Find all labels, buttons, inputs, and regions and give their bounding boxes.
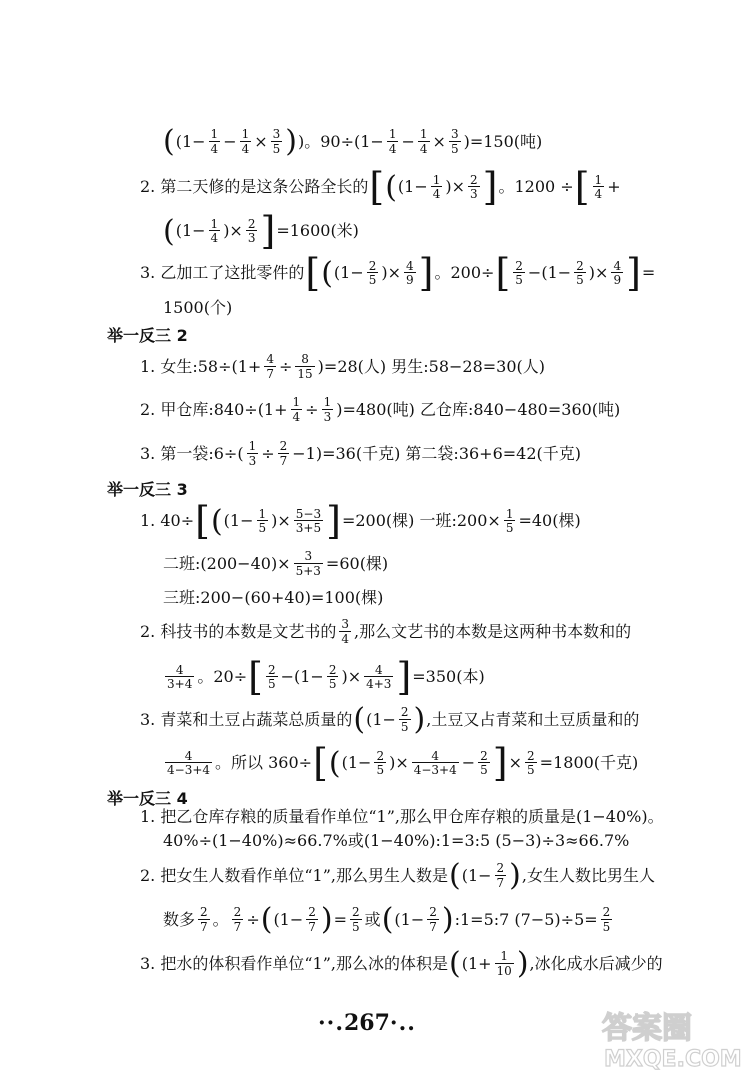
text: 3. 第一袋:6÷( xyxy=(140,443,244,463)
text: −(1− xyxy=(280,667,324,687)
bracket: ] xyxy=(260,209,276,253)
text: )=150(吨) xyxy=(463,131,543,151)
answer-line-18 xyxy=(140,858,655,894)
text: × xyxy=(254,131,268,151)
answer-line-15 xyxy=(163,741,639,785)
text: )× xyxy=(588,263,609,283)
text: 。1200 ÷ xyxy=(498,177,574,197)
text: × xyxy=(508,753,523,773)
section-heading-3: 举一反三 3 xyxy=(107,480,188,499)
text: ÷ xyxy=(261,443,275,463)
fraction: $\frac{2}{7}$ xyxy=(279,439,288,468)
paren: ( xyxy=(381,902,394,938)
bracket: [ xyxy=(305,251,321,295)
bracket: [ xyxy=(313,741,328,785)
fraction: $\frac{2}{5}$ xyxy=(400,705,409,734)
text: )× xyxy=(445,177,466,197)
fraction: $\frac{1}{5}$ xyxy=(258,506,267,536)
text: (1− xyxy=(397,177,428,197)
answer-line-2 xyxy=(140,165,621,209)
paren: ) xyxy=(509,858,521,894)
answer-line-17: 40%÷(1−40%)≈66.7%或(1−40%):1=3:5 (5−3)÷3≈66.7% xyxy=(163,831,630,850)
text: 3. 青菜和土豆占蔬菜总质量的 xyxy=(140,709,353,729)
text: =1800(千克) xyxy=(539,753,639,773)
answer-line-7 xyxy=(140,396,620,423)
bracket: [ xyxy=(195,499,210,543)
answer-line-9 xyxy=(140,499,581,543)
text: (1− xyxy=(341,753,372,773)
text: (1− xyxy=(461,865,492,885)
fraction: $\frac{4}{4-3+4}$ xyxy=(413,748,457,778)
fraction: $\frac{8}{15}$ xyxy=(297,352,313,381)
fraction: $\frac{5-3}{3+5}$ xyxy=(295,506,322,536)
bracket: [ xyxy=(495,251,511,295)
bracket: ] xyxy=(492,741,508,785)
answer-line-10 xyxy=(163,550,388,577)
text: ÷ xyxy=(278,356,293,376)
fraction: $\frac{2}{5}$ xyxy=(352,905,360,934)
answer-line-11: 三班:200−(60+40)=100(棵) xyxy=(163,588,384,607)
text: )=28(人) 男生:58−28=30(人) xyxy=(317,356,546,376)
fraction: 2 5 xyxy=(267,662,276,692)
fraction: $\frac{4}{9}$ xyxy=(406,258,414,288)
bracket: [ xyxy=(369,165,385,209)
text: − xyxy=(223,131,237,151)
page-number xyxy=(318,1010,416,1036)
answer-line-14 xyxy=(140,702,640,738)
fraction: $\frac{1}{3}$ xyxy=(248,439,257,468)
text: 2. 科技书的本数是文艺书的 xyxy=(140,621,337,641)
fraction: $\frac{2}{3}$ xyxy=(247,216,256,246)
text: )× xyxy=(271,511,291,531)
text: (1− xyxy=(273,909,304,929)
text: 3. 乙加工了这批零件的 xyxy=(140,263,305,283)
text: =40(棵) xyxy=(518,511,581,531)
fraction: $\frac{2}{5}$ xyxy=(480,748,488,778)
fraction: $\frac{1}{5}$ xyxy=(505,506,514,536)
text: )=480(吨) 乙仓库:840−480=360(吨) xyxy=(336,399,621,419)
bracket: ] xyxy=(326,499,341,543)
fraction: $\frac{1}{4}$ xyxy=(419,127,428,156)
text: )× xyxy=(223,221,243,241)
fraction: 2 5 xyxy=(515,258,523,288)
text: (1− xyxy=(223,511,254,531)
text: + xyxy=(607,177,621,197)
text: ,土豆又占青菜和土豆质量和的 xyxy=(426,709,640,729)
text: 2. 甲仓库:840÷(1+ xyxy=(140,399,288,419)
text: )。90÷(1− xyxy=(298,131,384,151)
text: 。200÷ xyxy=(434,263,495,283)
page-dots-left: ··. xyxy=(318,1010,344,1036)
answer-line-16: 1. 把乙仓库存粮的质量看作单位“1”,那么甲仓库存粮的质量是(1−40%)。 xyxy=(140,807,664,826)
bracket: [ xyxy=(574,165,590,209)
text: − xyxy=(401,131,415,151)
text: ÷ xyxy=(246,909,260,929)
text: (1− xyxy=(175,221,206,241)
text: = xyxy=(333,909,348,929)
fraction: $\frac{2}{7}$ xyxy=(496,861,505,890)
fraction: $\frac{2}{5}$ xyxy=(328,662,337,692)
text: (1− xyxy=(366,709,396,729)
text: 1. 40÷ xyxy=(140,511,195,531)
fraction: $\frac{3}{5}$ xyxy=(450,127,459,156)
bracket: ] xyxy=(626,251,641,295)
fraction: $\frac{4}{9}$ xyxy=(613,258,622,288)
bracket: ] xyxy=(396,655,412,699)
fraction: $\frac{2}{3}$ xyxy=(470,172,478,202)
watermark-text-bottom: MXQE.COM xyxy=(604,1047,742,1072)
answer-line-3 xyxy=(163,209,359,253)
paren: ( xyxy=(448,858,461,894)
fraction: $\frac{1}{4}$ xyxy=(432,172,441,202)
fraction: $\frac{2}{5}$ xyxy=(602,905,611,934)
fraction: $\frac{1}{4}$ xyxy=(210,127,219,156)
text: ,那么文艺书的本数是这两种书本数和的 xyxy=(354,621,632,641)
fraction: $\frac{2}{5}$ xyxy=(376,748,385,778)
fraction: $\frac{4}{4+3}$ xyxy=(366,662,392,692)
text: (1− xyxy=(394,909,425,929)
text: ,女生人数比男生人 xyxy=(521,865,655,885)
text: = xyxy=(641,263,656,283)
fraction: 4 3+4 xyxy=(167,662,193,692)
paren: ) xyxy=(320,902,333,938)
fraction: 2 7 xyxy=(200,905,208,934)
bracket: ] xyxy=(482,165,498,209)
fraction: $\frac{2}{7}$ xyxy=(429,905,437,934)
page-number-text: 267 xyxy=(343,1010,390,1036)
paren: ( xyxy=(163,124,175,160)
section-heading-4: 举一反三 4 xyxy=(107,789,188,808)
fraction: $\frac{1}{4}$ xyxy=(292,395,301,424)
paren: ) xyxy=(441,902,454,938)
page-dots-right: ·.. xyxy=(389,1010,416,1036)
text: 。所以 360÷ xyxy=(215,753,313,773)
fraction: $\frac{2}{5}$ xyxy=(576,258,584,288)
fraction: $\frac{1}{4}$ xyxy=(241,127,250,156)
text: −1)=36(千克) 第二袋:36+6=42(千克) xyxy=(292,443,582,463)
fraction: $\frac{2}{7}$ xyxy=(233,905,242,934)
fraction: $\frac{4}{7}$ xyxy=(266,352,274,381)
watermark-text-top: 答案圈 xyxy=(602,1011,692,1046)
fraction: 1 4 xyxy=(594,172,603,202)
answer-line-12 xyxy=(140,618,631,645)
bracket: ] xyxy=(418,251,434,295)
paren: ( xyxy=(385,169,397,205)
paren: ( xyxy=(448,946,461,982)
text: 或 xyxy=(364,909,381,929)
fraction: $\frac{1}{3}$ xyxy=(323,395,332,424)
fraction: $\frac{1}{10}$ xyxy=(496,949,512,978)
text: )× xyxy=(341,667,362,687)
section-heading-2: 举一反三 2 xyxy=(107,326,188,345)
fraction: 4 4−3+4 xyxy=(167,748,211,778)
fraction: $\frac{2}{7}$ xyxy=(308,905,316,934)
paren: ( xyxy=(353,702,366,738)
text: 2. 第二天修的是这条公路全长的 xyxy=(140,177,369,197)
text: )× xyxy=(381,263,402,283)
answer-line-13 xyxy=(163,655,485,699)
watermark-logo xyxy=(594,1004,744,1072)
answer-line-4 xyxy=(140,251,656,295)
text: 3. 把水的体积看作单位“1”,那么冰的体积是 xyxy=(140,953,448,973)
fraction: $\frac{3}{5}$ xyxy=(272,127,281,156)
text: =350(本) xyxy=(412,667,485,687)
fraction: 3 4 xyxy=(341,617,349,646)
text: (1− xyxy=(175,131,206,151)
text: 数多 xyxy=(163,909,196,929)
text: )× xyxy=(389,753,409,773)
text: 1. 女生:58÷(1+ xyxy=(140,356,262,376)
text: × xyxy=(432,131,446,151)
paren: ( xyxy=(260,902,273,938)
paren: ) xyxy=(413,702,426,738)
paren: ( xyxy=(210,503,223,539)
paren: ( xyxy=(321,255,333,291)
text: −(1− xyxy=(527,263,572,283)
bracket: [ xyxy=(248,655,263,699)
answer-line-5: 1500(个) xyxy=(163,298,233,317)
fraction: $\frac{1}{4}$ xyxy=(210,216,219,246)
paren: ( xyxy=(163,213,175,249)
answer-line-6 xyxy=(140,353,545,380)
fraction: $\frac{3}{5+3}$ xyxy=(295,549,321,578)
text: 二班:(200−40)× xyxy=(163,553,291,573)
answer-line-19 xyxy=(163,902,614,938)
answer-line-20 xyxy=(140,946,663,982)
text: =1600(米) xyxy=(276,221,359,241)
paren: ( xyxy=(328,745,341,781)
text: =200(棵) 一班:200× xyxy=(341,511,501,531)
fraction: $\frac{1}{4}$ xyxy=(388,127,397,156)
text: :1=5:7 (7−5)÷5= xyxy=(454,909,598,929)
text: 。 xyxy=(212,909,229,929)
paren: ) xyxy=(285,124,297,160)
fraction: $\frac{2}{5}$ xyxy=(527,748,535,778)
answer-line-8 xyxy=(140,440,581,467)
text: ÷ xyxy=(305,399,319,419)
text: (1− xyxy=(333,263,364,283)
text: ,冰化成水后减少的 xyxy=(529,953,663,973)
text: 。20÷ xyxy=(197,667,248,687)
fraction: $\frac{2}{5}$ xyxy=(368,258,377,288)
text: =60(棵) xyxy=(325,553,389,573)
text: 2. 把女生人数看作单位“1”,那么男生人数是 xyxy=(140,865,448,885)
paren: ) xyxy=(516,946,529,982)
text: − xyxy=(461,753,476,773)
answer-line-1 xyxy=(163,124,543,160)
text: (1+ xyxy=(461,953,492,973)
